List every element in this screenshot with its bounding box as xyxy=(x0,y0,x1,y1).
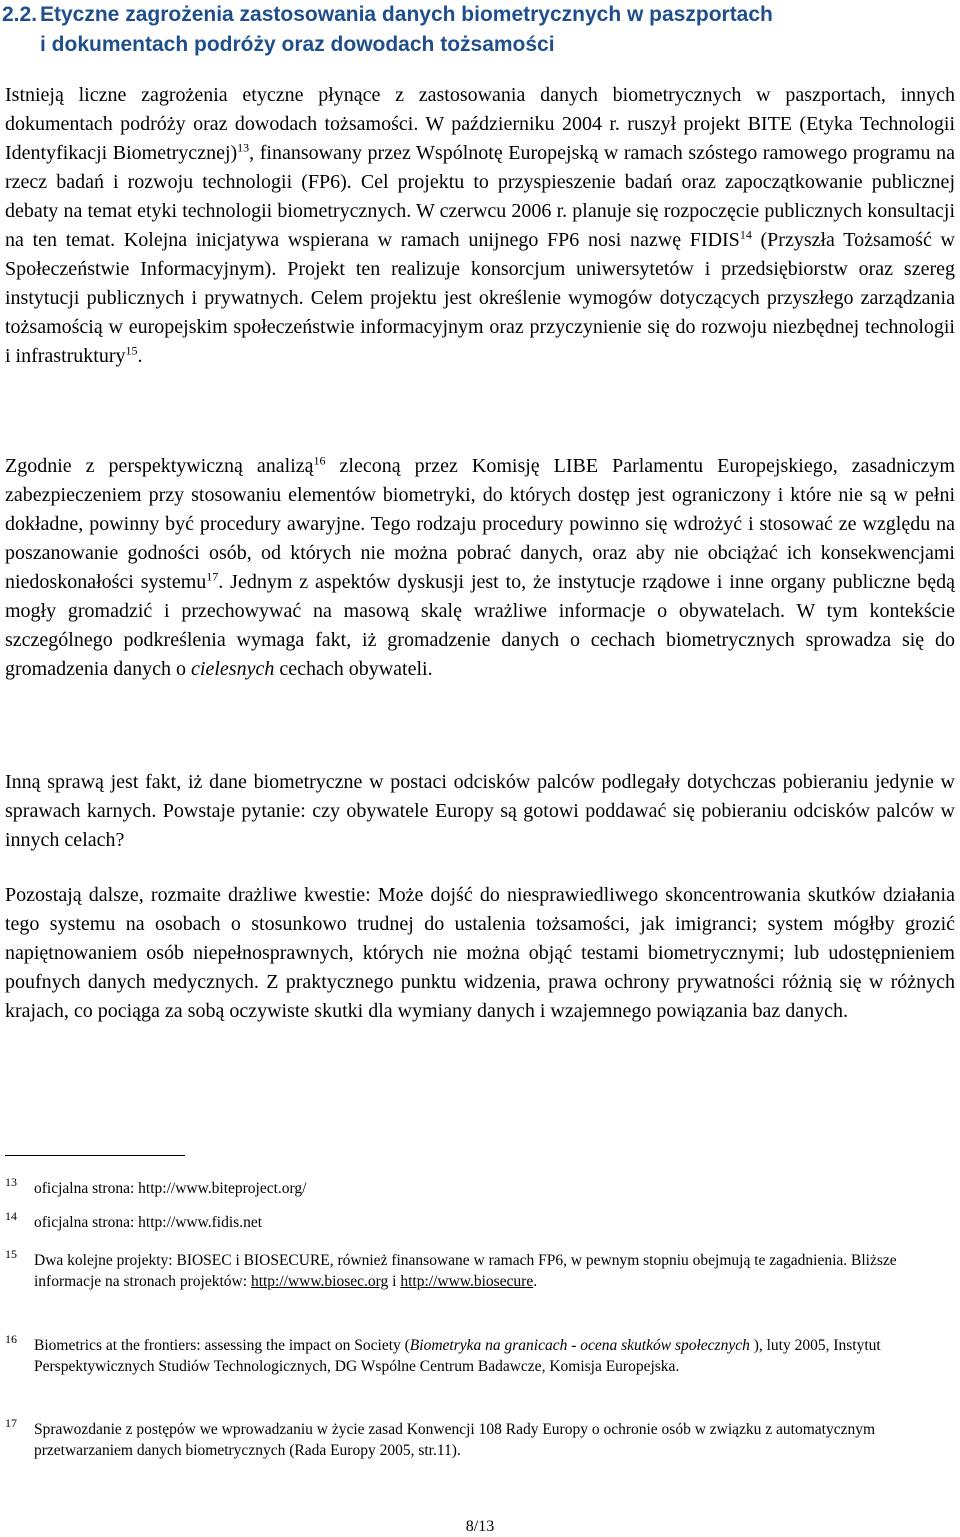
footnote-14 xyxy=(5,1209,955,1233)
footnote-text-part: ), luty 2005, Instytut Perspektywicznych Studiów Technologicznych, DG Wspólne Centrum Badawcze, Komisja Europejska. xyxy=(34,1337,881,1375)
paragraph-text: Inną sprawą jest fakt, iż dane biometryczne w postaci odcisków palców podlegały dotychczas pobieraniu jedynie w sprawach karnych. Powstaje pytanie: czy obywatele Europy są gotowi poddawać się pobieraniu odcisków palców w innych celach? xyxy=(5,771,955,851)
footnote-text-part: Dwa kolejne projekty: BIOSEC i BIOSECURE, również finansowane w ramach FP6, w pewnym stopniu obejmują te zagadnienia. Bliższe informacje na stronach projektów: xyxy=(34,1252,897,1290)
footnote-text xyxy=(34,1250,955,1292)
footnote-text-part: i xyxy=(388,1273,401,1290)
footnote-text: oficjalna strona: http://www.biteproject.org/ xyxy=(34,1180,307,1197)
footnote-text-part: Biometrics at the frontiers: assessing the impact on Society ( xyxy=(34,1337,410,1354)
section-title-line-1: Etyczne zagrożenia zastosowania danych biometrycznych w paszportach xyxy=(40,3,773,26)
section-heading xyxy=(2,0,940,60)
footnote-italic: Biometryka na granicach - ocena skutków społecznych xyxy=(409,1337,750,1354)
page-number: 8/13 xyxy=(465,1518,495,1535)
footnote-text: oficjalna strona: http://www.fidis.net xyxy=(34,1214,263,1231)
footnote-17 xyxy=(5,1416,955,1461)
footnote-ref-16[interactable]: 16 xyxy=(313,453,326,468)
paragraph-text: Pozostają dalsze, rozmaite drażliwe kwestie: Może dojść do niesprawiedliwego skoncentrowania skutków działania tego systemu na osobach o stosunkowo trudnej do ustalenia tożsamości, jak imigranci; system mógłby grozić napiętnowaniem osób niepełnosprawnych, których nie można objąć testami biometrycznymi; lub udostępnieniem poufnych danych medycznych. Z praktycznego punktu widzenia, prawa ochrony prywatności różnią się w różnych krajach, co pociąga za sobą oczywiste skutki dla wymiany danych i wzajemnego powiązania baz danych. xyxy=(5,884,955,1022)
footnote-ref-15[interactable]: 15 xyxy=(125,343,138,358)
paragraph-4 xyxy=(5,881,955,1026)
footnote-13 xyxy=(5,1175,955,1199)
footnote-text-part: . xyxy=(533,1273,538,1290)
footnote-16 xyxy=(5,1332,955,1377)
section-number: 2.2. xyxy=(2,3,38,26)
paragraph-2 xyxy=(5,452,955,684)
footnote-number: 15 xyxy=(5,1247,17,1261)
link-biosecure[interactable]: http://www.biosecure xyxy=(400,1273,534,1290)
paragraph-text: , finansowany przez Wspólnotę Europejską w ramach szóstego ramowego programu na rzecz badań i rozwoju technologii (FP6). Cel projektu to przyspieszenie badań oraz zapoczątkowanie publicznej debaty na temat etyki technologii biometrycznych. W czerwcu 2006 r. planuje się rozpoczęcie publicznych konsultacji na ten temat. Kolejna inicjatywa wspierana w ramach unijnego FP6 nosi nazwę FIDIS xyxy=(5,142,955,251)
paragraph-text: zleconą przez Komisję LIBE Parlamentu Europejskiego, zasadniczym zabezpieczeniem przy stosowaniu elementów biometryki, do których dostęp jest ograniczony i które nie są w pełni dokładne, powinny być procedury awaryjne. Tego rodzaju procedury powinno się wdrożyć i stosować ze względu na poszanowanie godności osób, od których nie można pobrać danych, oraz aby nie obciążać ich konsekwencjami niedoskonałości systemu xyxy=(5,455,955,593)
footnote-ref-14[interactable]: 14 xyxy=(739,227,752,242)
footnote-text xyxy=(34,1335,955,1377)
paragraph-text: . Jednym z aspektów dyskusji jest to, że instytucje rządowe i inne organy publiczne będą mogły gromadzić i przechowywać na masową skalę wrażliwe informacje o obywatelach. W tym kontekście szczególnego podkreślenia wymaga fakt, iż gromadzenie danych o cechach biometrycznych sprowadza się do gromadzenia danych o xyxy=(5,571,955,680)
footnote-ref-13[interactable]: 13 xyxy=(237,140,250,155)
italic-word: cielesnych xyxy=(191,658,275,680)
paragraph-1 xyxy=(5,81,955,371)
paragraph-3 xyxy=(5,768,955,855)
footnote-number: 17 xyxy=(5,1416,17,1430)
footnote-text: Sprawozdanie z postępów we wprowadzaniu w życie zasad Konwencji 108 Rady Europy o ochronie osób w związku z automatycznym przetwarzaniem danych biometrycznych (Rada Europy 2005, str.11). xyxy=(34,1421,876,1459)
section-title-line-2: i dokumentach podróży oraz dowodach tożsamości xyxy=(40,33,555,56)
paragraph-text: Zgodnie z perspektywiczną analizą xyxy=(5,455,314,477)
footnote-ref-17[interactable]: 17 xyxy=(206,569,219,584)
paragraph-text: . xyxy=(137,345,143,367)
link-biosec[interactable]: http://www.biosec.org xyxy=(250,1273,389,1290)
paragraph-text: Istnieją liczne zagrożenia etyczne płynące z zastosowania danych biometrycznych w paszportach, innych dokumentach podróży oraz dowodach tożsamości. W październiku 2004 r. ruszył projekt BITE (Etyka Technologii Identyfikacji Biometrycznej) xyxy=(5,84,955,164)
footnote-15 xyxy=(5,1247,955,1292)
footnote-number: 13 xyxy=(5,1175,17,1189)
paragraph-text: (Przyszła Tożsamość w Społeczeństwie Informacyjnym). Projekt ten realizuje konsorcjum uniwersytetów i przedsiębiorstw oraz szereg instytucji publicznych i prywatnych. Celem projektu jest określenie wymogów dotyczących przyszłego zarządzania tożsamością w europejskim społeczeństwie informacyjnym oraz przyczynienie się do rozwoju niezbędnej technologii i infrastruktury xyxy=(5,229,955,367)
paragraph-text: cechach obywateli. xyxy=(274,658,433,680)
footnote-number: 14 xyxy=(5,1209,17,1223)
footnote-separator xyxy=(5,1155,185,1156)
footnote-number: 16 xyxy=(5,1332,17,1346)
